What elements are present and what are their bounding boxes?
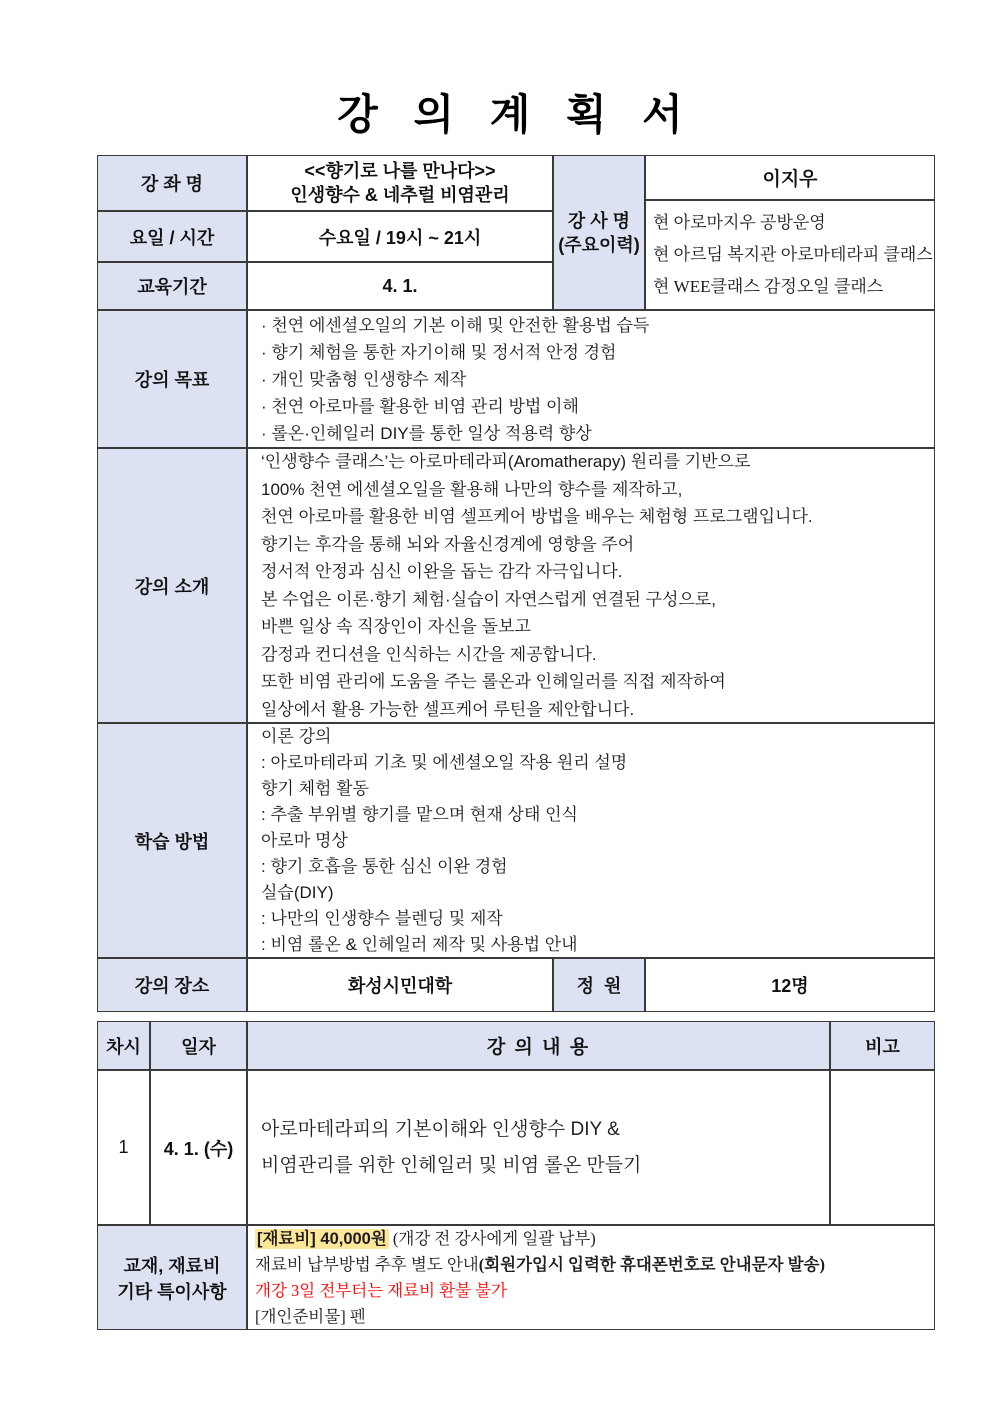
schedule-session: 1 <box>97 1070 150 1225</box>
introduction-line: 향기는 후각을 통해 뇌와 자율신경계에 영향을 주어 <box>261 534 635 554</box>
payment-info: 재료비 납부방법 추후 별도 안내 <box>255 1254 479 1274</box>
introduction-line: ‘인생향수 클래스’는 아로마테라피(Aromatherapy) 원리를 기반으로 <box>261 452 751 471</box>
objective-item: · 향기 체험을 통한 자기이해 및 정서적 안정 경험 <box>261 342 617 362</box>
capacity-value: 12명 <box>645 958 935 1012</box>
introduction-label: 강의 소개 <box>97 448 247 723</box>
objective-item: · 롤온·인헤일러 DIY를 통한 일상 적용력 향상 <box>261 423 592 443</box>
introduction-content <box>247 448 935 723</box>
objectives-label: 강의 목표 <box>97 310 247 448</box>
instructor-label <box>553 155 645 310</box>
method-line: : 비염 롤온 & 인헤일러 제작 및 사용법 안내 <box>261 934 578 954</box>
objective-item: · 개인 맞춤형 인생향수 제작 <box>261 369 467 389</box>
page-title: 강 의 계 획 서 <box>337 91 695 138</box>
introduction-line: 또한 비염 관리에 도움을 주는 롤온과 인헤일러를 직접 제작하여 <box>261 672 726 691</box>
objectives-content <box>247 310 935 448</box>
venue-value: 화성시민대학 <box>247 958 553 1012</box>
schedule-content-line1: 아로마테라피의 기본이해와 인생향수 DIY & <box>261 1118 620 1140</box>
instructor-name: 이지우 <box>645 155 935 200</box>
payment-info-bold: (회원가입시 입력한 휴대폰번호로 안내문자 발송) <box>478 1254 825 1274</box>
career-line: 현 WEE클래스 감정오일 클래스 <box>653 277 884 296</box>
instructor-career <box>645 200 935 310</box>
introduction-line: 감정과 컨디션을 인식하는 시간을 제공합니다. <box>261 644 597 664</box>
career-line: 현 아로마지우 공방운영 <box>653 213 826 232</box>
method-line: 아로마 명상 <box>261 830 348 850</box>
career-line: 현 아르딤 복지관 아로마테라피 클래스 <box>653 245 933 264</box>
instructor-label-line2: (주요이력) <box>558 234 640 255</box>
course-name-line2: 인생향수 & 네추럴 비염관리 <box>290 185 510 205</box>
schedule-date: 4. 1. (수) <box>150 1070 247 1225</box>
materials-label-line1: 교재, 재료비 <box>123 1255 221 1276</box>
schedule-header-date: 일자 <box>150 1021 247 1070</box>
introduction-line: 바쁜 일상 속 직장인이 자신을 돌보고 <box>261 617 531 636</box>
day-time-value: 수요일 / 19시 ~ 21시 <box>247 211 553 262</box>
introduction-line: 정서적 안정과 심신 이완을 돕는 감각 자극입니다. <box>261 562 623 581</box>
refund-warning: 개강 3일 전부터는 재료비 환불 불가 <box>255 1280 508 1300</box>
schedule-content <box>247 1070 830 1225</box>
objective-item: · 천연 에센셜오일의 기본 이해 및 안전한 활용법 습득 <box>261 315 650 335</box>
schedule-header-content: 강 의 내 용 <box>247 1021 830 1070</box>
method-line: : 아로마테라피 기초 및 에센셜오일 작용 원리 설명 <box>261 752 628 772</box>
objective-item: · 천연 아로마를 활용한 비염 관리 방법 이해 <box>261 396 579 416</box>
course-name-label: 강 좌 명 <box>97 155 247 211</box>
schedule-note-cell <box>830 1070 935 1225</box>
fee-note: (개강 전 강사에게 일괄 납부) <box>388 1228 596 1248</box>
schedule-header-note: 비고 <box>830 1021 935 1070</box>
instructor-label-line1: 강 사 명 <box>567 210 631 231</box>
venue-label: 강의 장소 <box>97 958 247 1012</box>
fee-highlight: [재료비] 40,000원 <box>257 1229 387 1248</box>
method-line: : 향기 호흡을 통한 심신 이완 경험 <box>261 856 508 876</box>
introduction-line: 100% 천연 에센셜오일을 활용해 나만의 향수를 제작하고, <box>261 479 683 499</box>
lecture-plan-table <box>97 0 937 1403</box>
method-line: 실습(DIY) <box>261 882 334 902</box>
materials-payment-line <box>255 1252 825 1278</box>
method-line: 이론 강의 <box>261 726 332 746</box>
capacity-label: 정 원 <box>553 958 645 1012</box>
period-value: 4. 1. <box>247 262 553 310</box>
materials-label <box>97 1225 247 1330</box>
day-time-label: 요일 / 시간 <box>97 211 247 262</box>
methods-content <box>247 723 935 958</box>
introduction-line: 일상에서 활용 가능한 셀프케어 루틴을 제안합니다. <box>261 699 635 719</box>
method-line: 향기 체험 활동 <box>261 778 369 798</box>
method-line: : 나만의 인생향수 블렌딩 및 제작 <box>261 908 503 928</box>
schedule-header-session: 차시 <box>97 1021 150 1070</box>
course-name-value <box>247 155 553 211</box>
method-line: : 추출 부위별 향기를 맡으며 현재 상태 인식 <box>261 804 578 824</box>
schedule-content-line2: 비염관리를 위한 인헤일러 및 비염 롤온 만들기 <box>261 1154 642 1176</box>
course-name-line1: <<향기로 나를 만나다>> <box>304 161 496 181</box>
personal-items: [개인준비물] 펜 <box>255 1306 366 1326</box>
introduction-line: 천연 아로마를 활용한 비염 셀프케어 방법을 배우는 체험형 프로그램입니다. <box>261 507 813 526</box>
materials-fee-line <box>255 1226 596 1252</box>
methods-label: 학습 방법 <box>97 723 247 958</box>
period-label: 교육기간 <box>97 262 247 310</box>
materials-content <box>247 1225 935 1330</box>
materials-label-line2: 기타 특이사항 <box>117 1281 227 1302</box>
introduction-line: 본 수업은 이론·향기 체험·실습이 자연스럽게 연결된 구성으로, <box>261 589 716 609</box>
